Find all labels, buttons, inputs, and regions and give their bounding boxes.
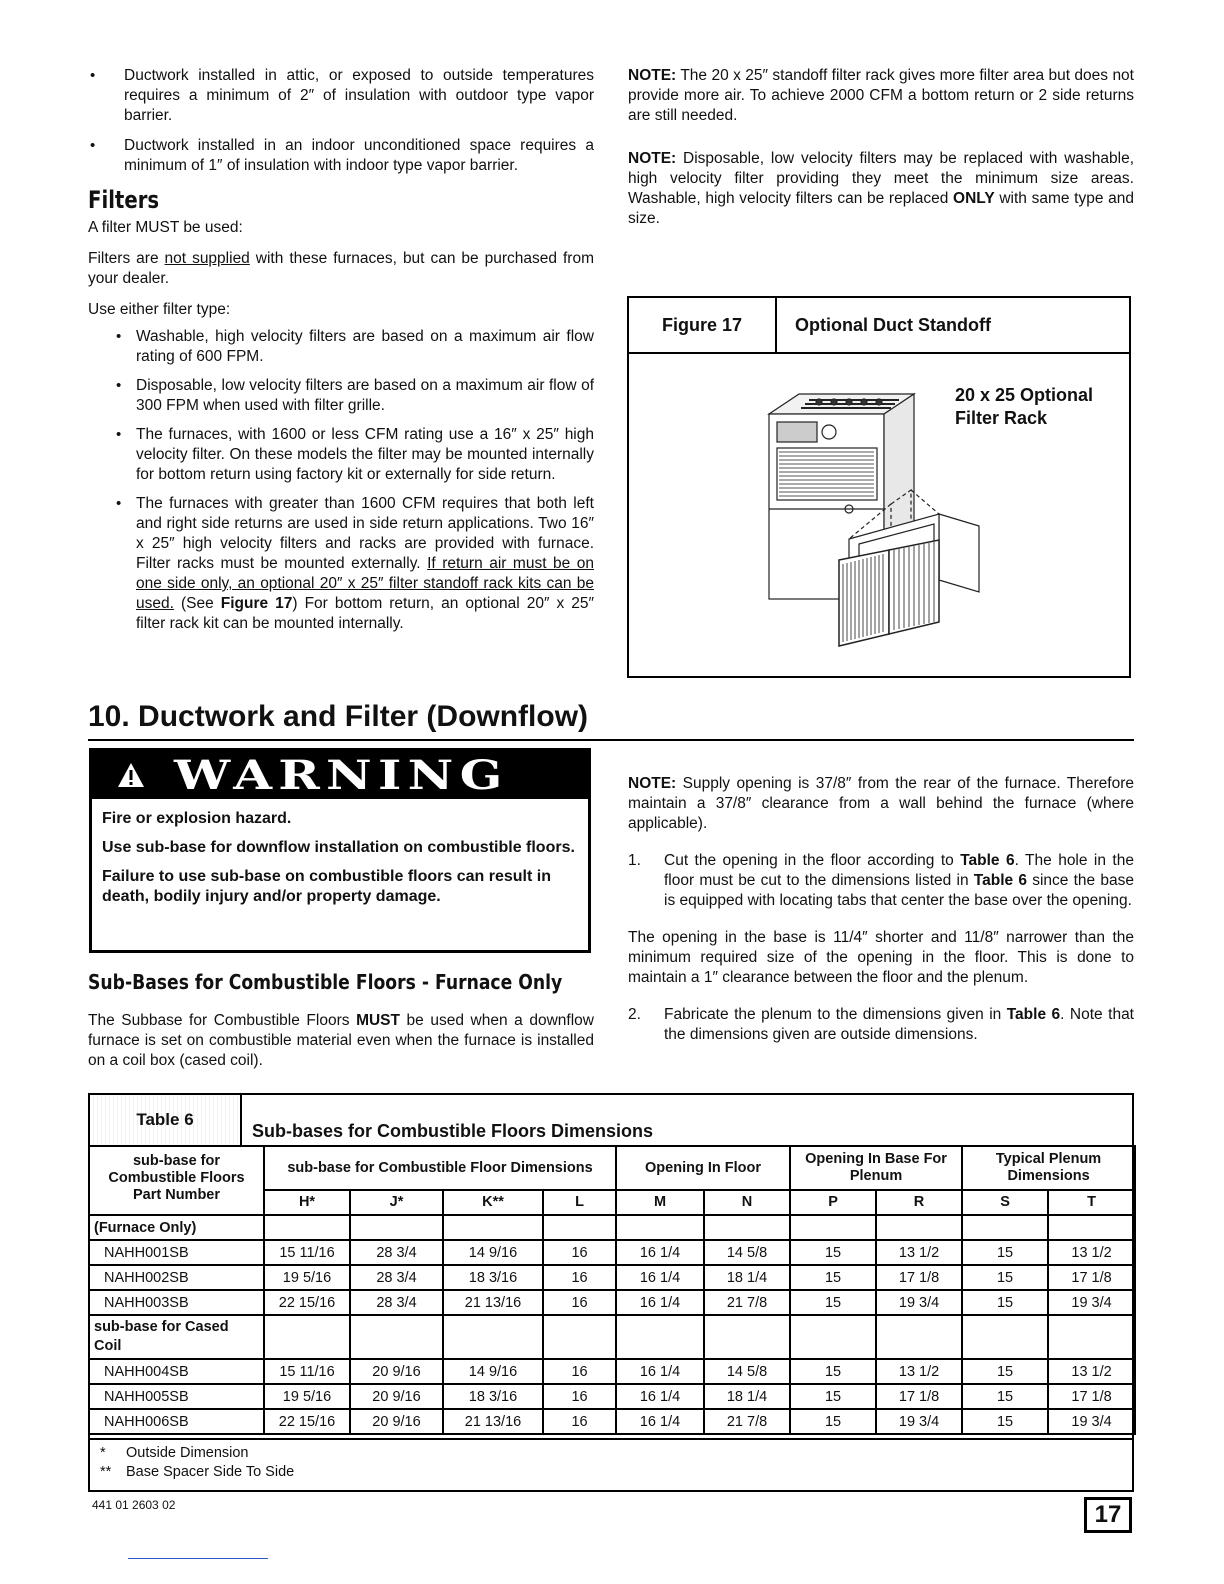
warning-banner xyxy=(92,751,588,799)
document-number: 441 01 2603 02 xyxy=(92,1498,176,1512)
warning-line: Failure to use sub-base on combustible floors can result in death, bodily injury and/or property damage. xyxy=(102,868,551,905)
column-letter: H* xyxy=(264,1190,350,1215)
filters-not-supplied-text: Filters are not supplied with these furnaces, but can be purchased from your dealer. xyxy=(88,250,594,287)
dimension-cell: 16 1/4 xyxy=(616,1265,704,1290)
part-number-cell: NAHH006SB xyxy=(89,1409,264,1434)
dimension-cell: 16 xyxy=(543,1359,616,1384)
table-row xyxy=(89,1290,1135,1315)
group-header: Opening In Base For Plenum xyxy=(790,1146,962,1190)
dimension-cell: 16 1/4 xyxy=(616,1240,704,1265)
dimension-cell: 15 11/16 xyxy=(264,1240,350,1265)
warning-box xyxy=(89,748,591,953)
part-number-cell: NAHH005SB xyxy=(89,1384,264,1409)
dimension-cell: 16 1/4 xyxy=(616,1359,704,1384)
column-letter: T xyxy=(1048,1190,1135,1215)
part-number-cell: NAHH001SB xyxy=(89,1240,264,1265)
dimension-cell: 13 1/2 xyxy=(1048,1240,1135,1265)
group-header: Opening In Floor xyxy=(616,1146,790,1190)
step-2: 2. Fabricate the plenum to the dimensions given in Table 6. Note that the dimensions given are outside dimensions. xyxy=(628,1006,1134,1043)
furnace-only-rows xyxy=(89,1240,1135,1315)
section-rule xyxy=(88,739,1134,741)
part-number-cell: NAHH002SB xyxy=(89,1265,264,1290)
dimension-cell: 19 5/16 xyxy=(264,1265,350,1290)
table-row xyxy=(89,1315,1135,1359)
table-row xyxy=(89,1409,1135,1434)
dimension-cell: 19 3/4 xyxy=(1048,1409,1135,1434)
footnote: ** Base Spacer Side To Side xyxy=(100,1464,295,1480)
warning-line: Fire or explosion hazard. xyxy=(102,810,292,827)
group-header: Typical Plenum Dimensions xyxy=(962,1146,1135,1190)
dimension-cell: 15 xyxy=(790,1290,876,1315)
list-item: • Washable, high velocity filters are based on a maximum air flow rating of 600 FPM. xyxy=(116,328,594,365)
dimension-cell: 16 xyxy=(543,1240,616,1265)
dimension-cell: 18 1/4 xyxy=(704,1265,790,1290)
figure-header xyxy=(629,298,1129,354)
bullet-indoor-ductwork: • Ductwork installed in an indoor unconditioned space requires a minimum of 1″ of insulation with indoor type vapor barrier. xyxy=(90,137,594,174)
page-number: 17 xyxy=(1084,1497,1132,1533)
dimension-cell: 19 3/4 xyxy=(876,1409,962,1434)
dimension-cell: 15 xyxy=(962,1290,1048,1315)
list-item: • The furnaces, with 1600 or less CFM rating use a 16″ x 25″ high velocity filter. On these models the filter may be mounted internally for bottom return using factory kit or externally for side return. xyxy=(116,426,594,483)
dimension-cell: 15 xyxy=(790,1409,876,1434)
dimension-cell: 21 7/8 xyxy=(704,1290,790,1315)
warning-triangle-icon xyxy=(116,761,146,789)
dimension-cell: 22 15/16 xyxy=(264,1409,350,1434)
section-10-right-column xyxy=(628,774,1134,1045)
dimension-cell: 17 1/8 xyxy=(876,1384,962,1409)
dimension-cell: 15 xyxy=(790,1384,876,1409)
dimension-cell: 13 1/2 xyxy=(1048,1359,1135,1384)
dimension-cell: 18 3/16 xyxy=(443,1265,543,1290)
warning-line: Use sub-base for downflow installation on combustible floors. xyxy=(102,839,575,856)
dimension-cell: 15 xyxy=(790,1359,876,1384)
filter-type-list xyxy=(116,327,594,634)
dimension-cell: 19 3/4 xyxy=(1048,1290,1135,1315)
furnace-filter-rack-illustration xyxy=(739,364,989,664)
column-letter: N xyxy=(704,1190,790,1215)
dimension-cell: 28 3/4 xyxy=(350,1290,443,1315)
dimension-cell: 15 xyxy=(790,1240,876,1265)
dimension-cell: 16 1/4 xyxy=(616,1384,704,1409)
note-standoff: NOTE: The 20 x 25″ standoff filter rack gives more filter area but does not provide more air. To achieve 2000 CFM a bottom return or 2 side returns are still needed. xyxy=(628,67,1134,124)
left-column xyxy=(88,66,594,634)
dimension-cell: 20 9/16 xyxy=(350,1359,443,1384)
dimension-cell: 18 3/16 xyxy=(443,1384,543,1409)
group-label: sub-base for Cased Coil xyxy=(89,1315,264,1359)
table-row xyxy=(89,1215,1135,1240)
group-header: sub-base for Combustible Floor Dimensions xyxy=(264,1146,616,1190)
dimension-cell: 21 13/16 xyxy=(443,1290,543,1315)
dimension-cell: 20 9/16 xyxy=(350,1409,443,1434)
table-row xyxy=(89,1384,1135,1409)
column-letter: P xyxy=(790,1190,876,1215)
dimension-cell: 16 1/4 xyxy=(616,1409,704,1434)
column-letter: R xyxy=(876,1190,962,1215)
bullet-attic-ductwork: • Ductwork installed in attic, or exposed to outside temperatures requires a minimum of 2″ of insulation with outdoor type vapor barrier. xyxy=(90,67,594,124)
use-either-text: Use either filter type: xyxy=(88,301,231,318)
dimension-cell: 17 1/8 xyxy=(876,1265,962,1290)
dimension-cell: 14 9/16 xyxy=(443,1240,543,1265)
dimension-cell: 19 3/4 xyxy=(876,1290,962,1315)
table-header-bar xyxy=(90,1095,1132,1145)
footnote: * Outside Dimension xyxy=(100,1445,249,1461)
dimension-cell: 13 1/2 xyxy=(876,1240,962,1265)
dimension-cell: 15 xyxy=(962,1240,1048,1265)
column-letter: K** xyxy=(443,1190,543,1215)
dimension-cell: 21 7/8 xyxy=(704,1409,790,1434)
dimension-cell: 16 1/4 xyxy=(616,1290,704,1315)
dimension-cell: 21 13/16 xyxy=(443,1409,543,1434)
dimension-cell: 28 3/4 xyxy=(350,1265,443,1290)
column-letter: M xyxy=(616,1190,704,1215)
table-row xyxy=(89,1359,1135,1384)
opening-paragraph: The opening in the base is 11/4″ shorter and 11/8″ narrower than the minimum required size of the opening in the floor. This is done to maintain a 1″ clearance between the floor and the plenum. xyxy=(628,929,1134,986)
bullet-dot: • xyxy=(90,137,96,154)
column-letter: L xyxy=(543,1190,616,1215)
section-10-heading: 10. Ductwork and Filter (Downflow) xyxy=(88,700,589,733)
dimension-cell: 16 xyxy=(543,1265,616,1290)
column-letter: S xyxy=(962,1190,1048,1215)
dimension-cell: 15 xyxy=(962,1359,1048,1384)
footer-rule xyxy=(128,1558,268,1559)
figure-17 xyxy=(627,296,1131,678)
step-1: 1. Cut the opening in the floor according to Table 6. The hole in the floor must be cut to the dimensions listed in Table 6 since the base is equipped with locating tabs that center the base over the opening. xyxy=(628,852,1134,909)
dimension-cell: 14 5/8 xyxy=(704,1359,790,1384)
note-supply-opening: NOTE: Supply opening is 37/8″ from the rear of the furnace. Therefore maintain a 37/8″ clearance from a wall behind the furnace (where applicable). xyxy=(628,775,1134,832)
dimensions-table xyxy=(88,1145,1136,1435)
figure-title: Optional Duct Standoff xyxy=(795,314,991,335)
dimension-cell: 17 1/8 xyxy=(1048,1265,1135,1290)
dimension-cell: 14 5/8 xyxy=(704,1240,790,1265)
dimension-cell: 15 xyxy=(962,1384,1048,1409)
figure-callout: 20 x 25 Optional Filter Rack xyxy=(955,385,1094,428)
dimension-cell: 16 xyxy=(543,1384,616,1409)
dimension-cell: 16 xyxy=(543,1290,616,1315)
dimension-cell: 22 15/16 xyxy=(264,1290,350,1315)
right-column xyxy=(628,66,1134,229)
list-item: • The furnaces with greater than 1600 CFM requires that both left and right side returns are used in side return applications. Two 16″ x 25″ high velocity filters and racks are provided with furnace. Filter racks must be mounted externally. If return air must be on one side only, an optional 20″ x 25″ filter standoff rack kits can be used. (See Figure 17) For bottom return, an optional 20″ x 25″ filter rack kit can be mounted internally. xyxy=(116,495,594,632)
dimension-cell: 18 1/4 xyxy=(704,1384,790,1409)
list-item: • Disposable, low velocity filters are based on a maximum air flow of 300 FPM when used with filter grille. xyxy=(116,377,594,414)
subbase-paragraph: The Subbase for Combustible Floors MUST be used when a downflow furnace is set on combustible material even when the furnace is installed on a coil box (cased coil). xyxy=(88,1012,594,1069)
bullet-dot: • xyxy=(90,67,96,84)
dimension-cell: 20 9/16 xyxy=(350,1384,443,1409)
subbase-heading: Sub-Bases for Combustible Floors - Furnace Only xyxy=(88,970,563,994)
dimension-cell: 14 9/16 xyxy=(443,1359,543,1384)
table-title: Sub-bases for Combustible Floors Dimensions xyxy=(252,1121,654,1141)
table-row xyxy=(89,1240,1135,1265)
dimension-cell: 15 xyxy=(962,1409,1048,1434)
dimension-cell: 13 1/2 xyxy=(876,1359,962,1384)
group-label: (Furnace Only) xyxy=(89,1215,264,1240)
part-number-header: sub-base for Combustible Floors Part Number xyxy=(89,1146,264,1215)
table-row xyxy=(89,1265,1135,1290)
dimension-cell: 15 xyxy=(962,1265,1048,1290)
table-row xyxy=(89,1146,1135,1190)
dimension-cell: 16 xyxy=(543,1409,616,1434)
dimension-cell: 19 5/16 xyxy=(264,1384,350,1409)
part-number-cell: NAHH004SB xyxy=(89,1359,264,1384)
warning-word: WARNING xyxy=(174,751,509,799)
table-6 xyxy=(88,1093,1134,1492)
table-label: Table 6 xyxy=(90,1095,242,1145)
cased-coil-rows xyxy=(89,1359,1135,1434)
dimension-cell: 15 xyxy=(790,1265,876,1290)
dimension-cell: 15 11/16 xyxy=(264,1359,350,1384)
filter-must-text: A filter MUST be used: xyxy=(88,219,243,236)
figure-number: Figure 17 xyxy=(629,298,777,352)
note-disposable-filters: NOTE: Disposable, low velocity filters may be replaced with washable, high velocity filter providing they meet the minimum size areas. Washable, high velocity filters can be replaced ONLY with same type and size. xyxy=(628,150,1134,227)
dimension-cell: 17 1/8 xyxy=(1048,1384,1135,1409)
dimension-cell: 28 3/4 xyxy=(350,1240,443,1265)
table-footnotes xyxy=(90,1438,1132,1490)
column-letter: J* xyxy=(350,1190,443,1215)
part-number-cell: NAHH003SB xyxy=(89,1290,264,1315)
filters-heading: Filters xyxy=(88,186,160,214)
